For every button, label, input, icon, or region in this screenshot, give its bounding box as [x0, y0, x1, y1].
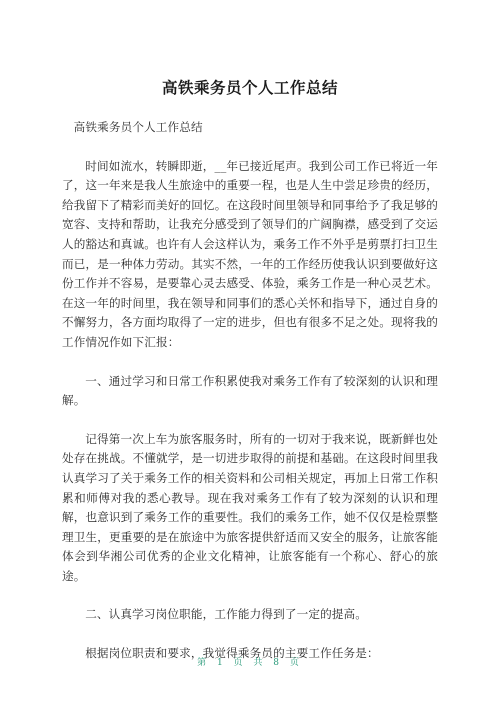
page-title: 高铁乘务员个人工作总结 [161, 79, 338, 97]
page-footer: 第 1 页 共 8 页 [197, 658, 303, 668]
paragraph-section-2: 根据岗位职责和要求，我觉得乘务员的主要工作任务是： [85, 646, 379, 661]
paragraph-intro: 时间如流水，转瞬即逝，__年已接近尾声。我到公司工作已将近一年了，这一年来是我人生旅途中的重要一程，也是人生中尝足珍贵的经历，给我留下了精彩而美好的回忆。在这段时间里领导和同事给予了我足够的宽容、支持和帮助，让我充分感受到了领导们的广阔胸襟，感受到了交运人的豁达和真诚。也许有人会这样认为，乘务工作不外乎是剪票打扫卫生而已，是一种体力劳动。其实不然，一年的工作经历使我认识到要做好这份工作并不容易，是要靠心灵去感受、体验，乘务工作是一种心灵艺术。在这一年的时间里，我在领导和同事们的悉心关怀和指导下，通过自身的不懈努力，各方面均取得了一定的进步，但也有很多不足之处。现将我的工作情况作如下汇报： [62, 158, 438, 349]
section-heading-2: 二、认真学习岗位职能，工作能力得到了一定的提高。 [85, 607, 368, 622]
section-heading-1: 一、通过学习和日常工作积累使我对乘务工作有了较深刻的认识和理解。 [62, 373, 438, 408]
document-body [62, 118, 438, 664]
paragraph-section-1: 记得第一次上车为旅客服务时，所有的一切对于我来说，既新鲜也处处存在挑战。不懂就学，是一切进步取得的前提和基础。在这段时间里我认真学习了关于乘务工作的相关资料和公司相关规定，再加上日常工作积累和师傅对我的悉心教导。现在我对乘务工作有了较为深刻的认识和理解，也意识到了乘务工作的重要性。我们的乘务工作，她不仅仅是检票整理卫生，更重要的是在旅途中为旅客提供舒适而又安全的服务，让旅客能体会到华湘公司优秀的企业文化精神，让旅客能有一个称心、舒心的旅途。 [62, 431, 438, 583]
document-subtitle: 高铁乘务员个人工作总结 [73, 120, 203, 134]
